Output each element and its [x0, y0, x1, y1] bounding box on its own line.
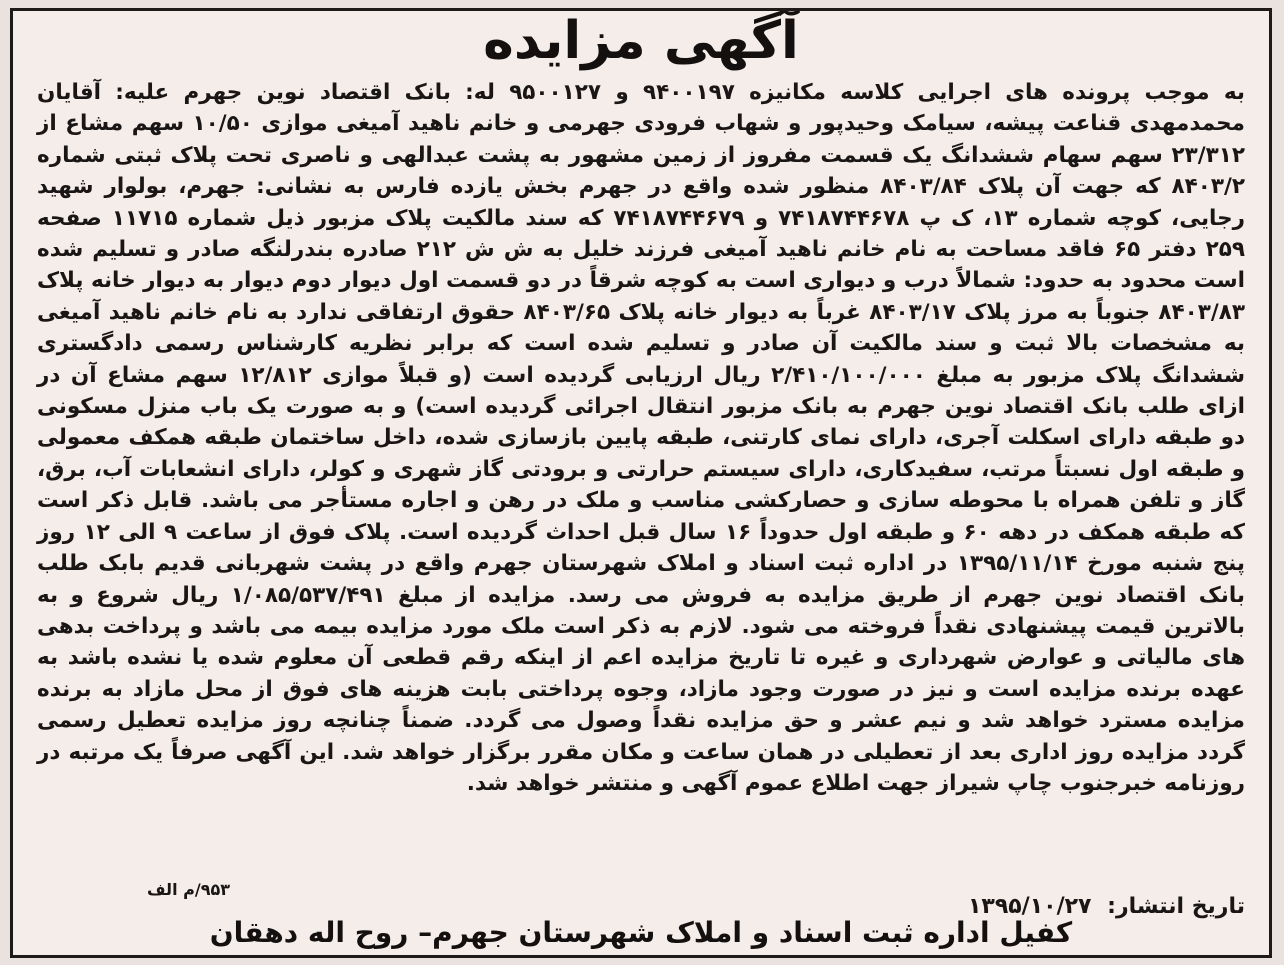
publication-date-label: تاریخ انتشار:: [1107, 894, 1245, 919]
notice-paragraph: به موجب پرونده های اجرایی کلاسه مکانیزه ۹۴۰۰۱۹۷ و ۹۵۰۰۱۲۷ له: بانک اقتصاد نوین جهرم علیه: آقایان محمدمهدی قناعت پیشه، سیامک وحیدپور و شهاب فرودی جهرمی و خانم ناهید آمیغی موازی ۱۰/۵۰ سهم مشاع از ۲۳/۳۱۲ سهم سهام ششدانگ یک قسمت مفروز از زمین مشهور به پشت عبدالهی و ناصری تحت پلاک ثبتی شماره ۸۴۰۳/۲ که جهت آن پلاک ۸۴۰۳/۸۴ منظور شده واقع در جهرم بخش یازده فارس به نشانی: جهرم، بولوار شهید رجایی، کوچه شماره ۱۳، ک پ ۷۴۱۸۷۴۴۶۷۸ و ۷۴۱۸۷۴۴۶۷۹ که سند مالکیت پلاک مزبور ذیل شماره ۱۱۷۱۵ صفحه ۲۵۹ دفتر ۶۵ فاقد مساحت به نام خانم ناهید آمیغی فرزند خلیل به ش ش ۲۱۲ صادره بندرلنگه صادر و تسلیم شده است محدود به حدود: شمالاً درب و دیواری است به کوچه شرقاً در دو قسمت اول دیوار دوم دیوار به دیوار خانه پلاک ۸۴۰۳/۸۳ جنوباً به مرز پلاک ۸۴۰۳/۱۷ غرباً به دیوار خانه پلاک ۸۴۰۳/۶۵ حقوق ارتفاقی ندارد به نام خانم ناهید آمیغی به مشخصات بالا ثبت و سند مالکیت آن صادر و تسلیم شده است که برابر نظریه کارشناس رسمی دادگستری ششدانگ پلاک مزبور به مبلغ ۲/۴۱۰/۱۰۰/۰۰۰ ریال ارزیابی گردیده است (و قبلاً موازی ۱۲/۸۱۲ سهم مشاع آن در ازای طلب بانک اقتصاد نوین جهرم به بانک مزبور انتقال اجرائی گردیده است) و به صورت یک باب منزل مسکونی دو طبقه دارای اسکلت آجری، دارای نمای کارتنی، طبقه پایین بازسازی شده، داخل ساختمان طبقه همکف معمولی و طبقه اول نسبتاً مرتب، سفیدکاری، دارای سیستم حرارتی و برودتی گاز شهری و کولر، دارای انشعابات آب، برق، گاز و تلفن همراه با محوطه سازی و حصارکشی مناسب و ملک در رهن و اجاره مستأجر می باشد. قابل ذکر است که طبقه همکف در دهه ۶۰ و طبقه اول حدوداً ۱۶ سال قبل احداث گردیده است. پلاک فوق از ساعت ۹ الی ۱۲ روز پنج شنبه مورخ ۱۳۹۵/۱۱/۱۴ در اداره ثبت اسناد و املاک شهرستان جهرم واقع در پشت شهربانی قدیم بابک طلب بانک اقتصاد نوین جهرم از طریق مزایده به فروش می رسد. مزایده از مبلغ ۱/۰۸۵/۵۳۷/۴۹۱ ریال شروع و به بالاترین قیمت پیشنهادی نقداً فروخته می شود. لازم به ذکر است ملک مورد مزایده بیمه می باشد و پرداخت بدهی های مالیاتی و عوارض شهرداری و غیره تا تاریخ مزایده اعم از اینکه رقم قطعی آن معلوم شده یا نشده باشد به عهده برنده مزایده است و نیز در صورت وجود مازاد، وجوه پرداختی بابت هزینه های فوق از محل مازاد به برنده مزایده مسترد خواهد شد و نیم عشر و حق مزایده نقداً وصول می گردد. ضمناً چنانچه روز مزایده تعطیل رسمی گردد مزایده روز اداری بعد از تعطیلی در همان ساعت و مکان مقرر برگزار خواهد شد. این آگهی صرفاً یک مرتبه در روزنامه خبرجنوب چاپ شیراز جهت اطلاع عموم آگهی و منتشر خواهد شد.: [37, 80, 1246, 796]
notice-title: آگهی مزایده: [483, 11, 799, 71]
notice-body: [37, 77, 1245, 799]
ad-code: ۹۵۳/م الف: [147, 880, 230, 899]
signature-line: کفیل اداره ثبت اسناد و املاک شهرستان جهرم– روح اله دهقان: [209, 916, 1073, 949]
auction-notice-page: [10, 8, 1272, 958]
publication-date: ۱۳۹۵/۱۰/۲۷: [967, 894, 1092, 919]
